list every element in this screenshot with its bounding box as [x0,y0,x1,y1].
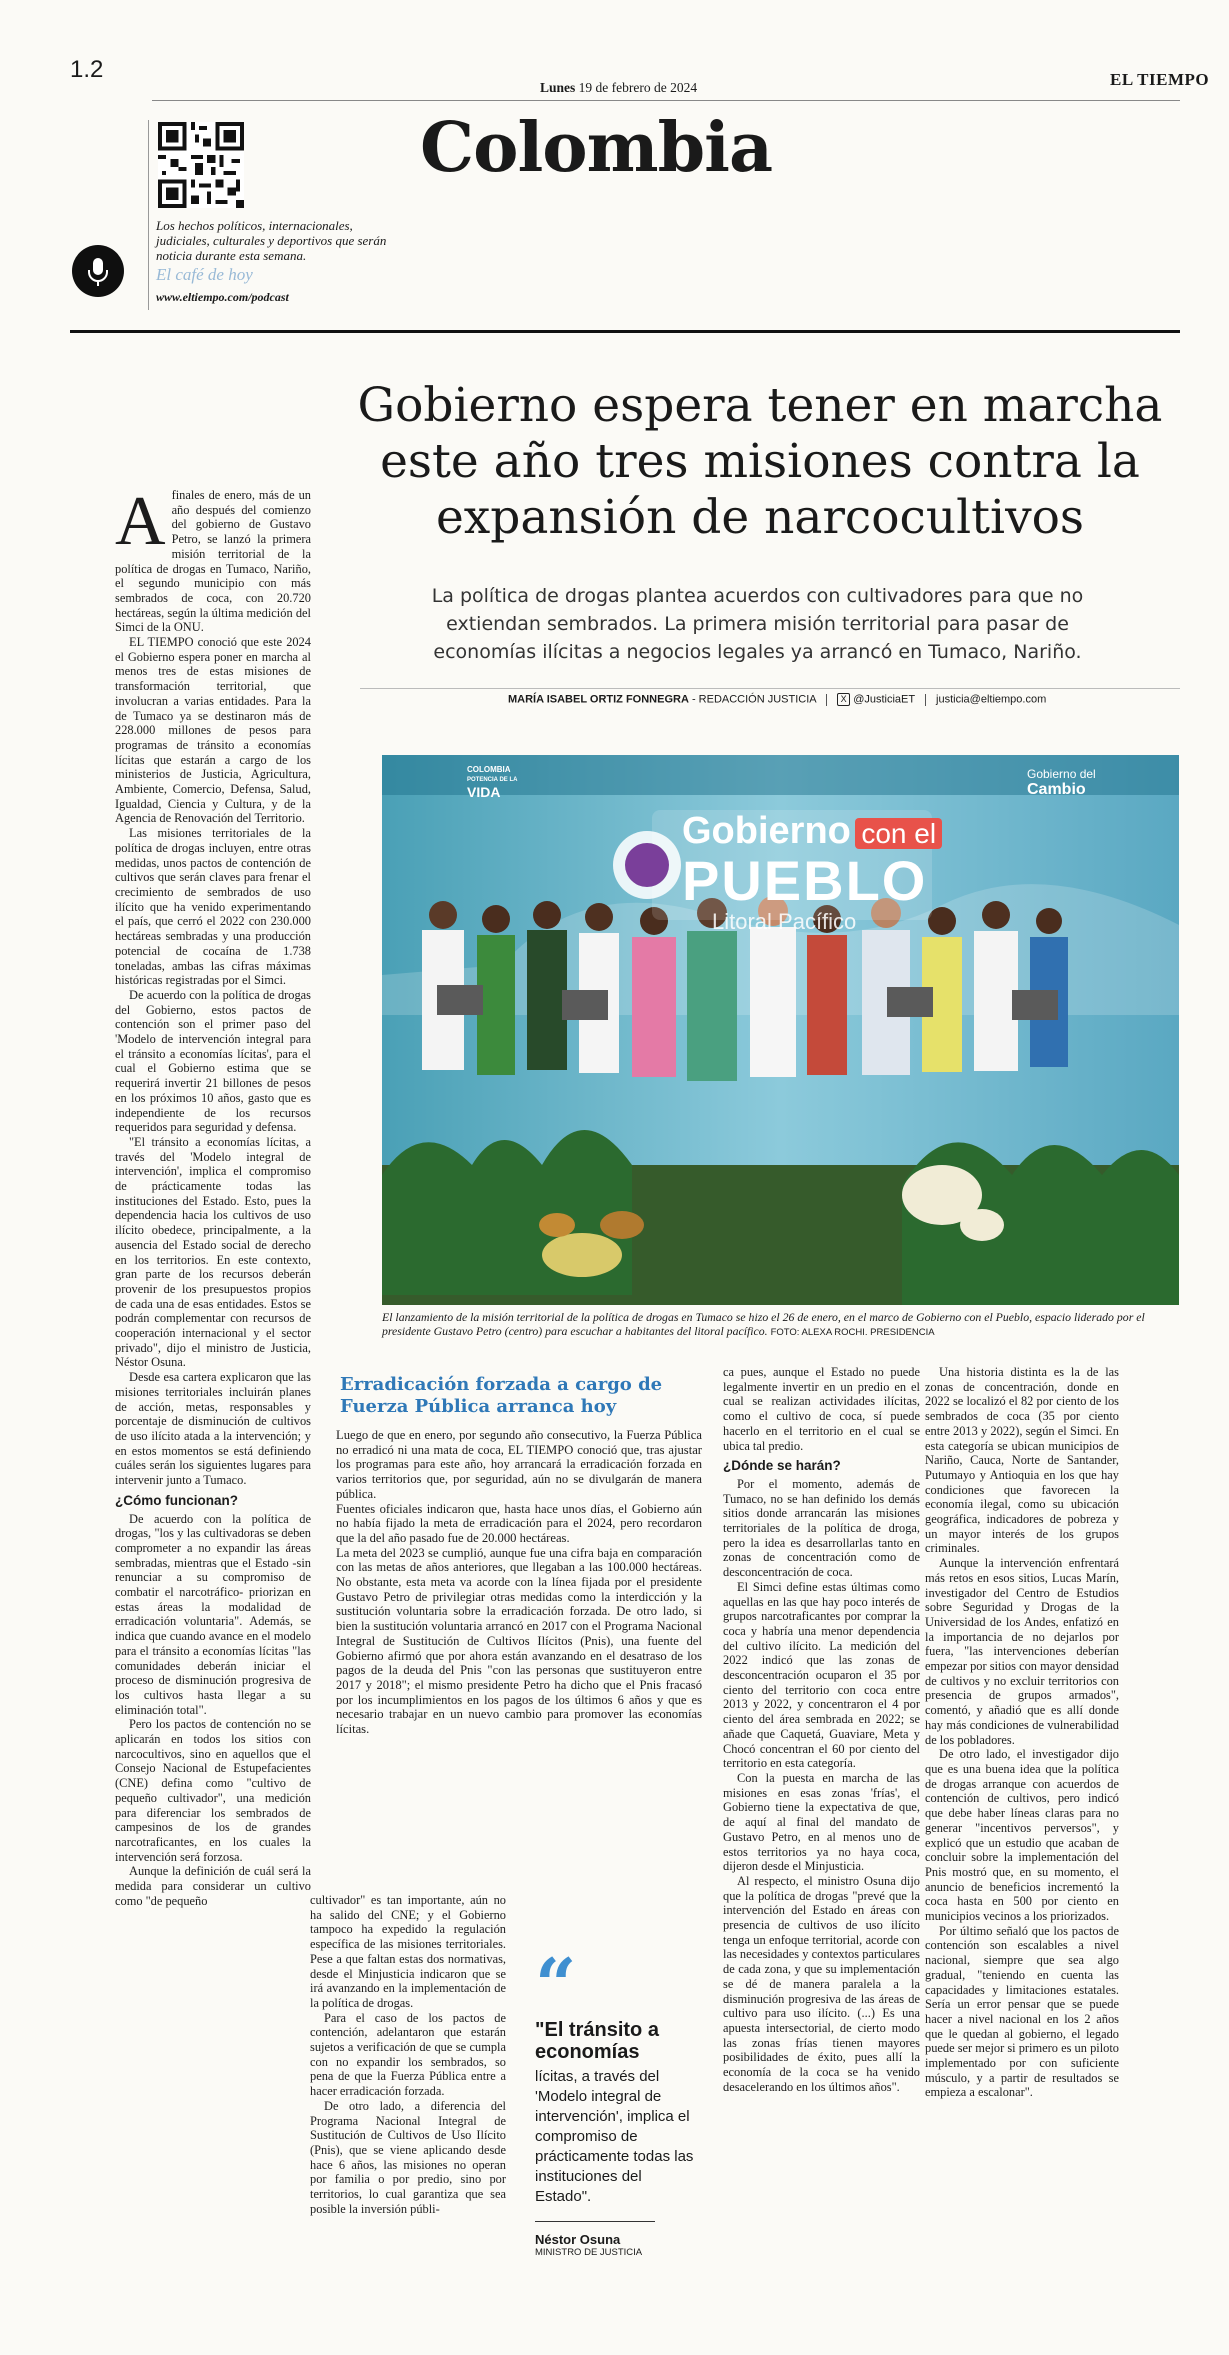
quote-mark-icon: “ [535,1942,577,2027]
paragraph: Al respecto, el ministro Osuna dijo que la política de drogas "prevé que la intervención del Estado en áreas con presencia de cultivos de uso ilícito tenga un enfoque territorial, acorde con las necesidades y contextos particulares de cada zona, y que su implementación se dé de manera paralela a la disminución progresiva de las áreas de cultivo para uso ilícito. (...) Es una apuesta intersectorial, de cierto modo las zonas frías tienen mayores posibilidades de éxito, pues allí la economía de la coca se ha venido desacelerando en los últimos años". [723,1873,920,2094]
paragraph: Por el momento, además de Tumaco, no se han definido los demás sitios donde arrancarán las misiones territoriales de la política de droga, pero la idea es desarrollarlas tanto en zonas de concentración como de desconcentración de coca. [723,1476,920,1580]
quote-text: lícitas, a través del 'Modelo integral de intervención', implica el compromiso de prácticamente todas las instituciones del Estado". [535,2068,694,2205]
header-bottom-rule [70,330,1180,333]
podcast-url[interactable]: www.eltiempo.com/podcast [156,290,289,304]
qr-code[interactable] [158,122,244,208]
logo-text: COLOMBIA [467,765,511,774]
paragraph: Luego de que en enero, por segundo año consecutivo, la Fuerza Pública no erradicó ni una mata de coca, EL TIEMPO conoció que, tras ajustar los programas para este año, hoy arrancará la erradicación forzada en varios territorios que, por seguridad, aún no se divulgarán de manera pública. [336,1428,702,1501]
quote-author: Néstor Osuna [535,2232,621,2247]
byline [508,693,1046,706]
paragraph: "El tránsito a economías lícitas, a través del 'Modelo integral de intervención', implica el compromiso de prácticamente todas las instituciones del Estado. Esto, pues la dependencia hacia los cultivos de uso ilícito obedece, principalmente, a la ausencia del Estado social de derecho en los territorios. En este contexto, gran parte de los recursos deberán provenir de los presupuestos propios de cada una de esas entidades. Estos se podrán complementar con recursos de cooperación internacional y el sector privado", dijo el ministro de Justicia, Néstor Osuna. [115,1134,311,1370]
photo-credit: FOTO: ALEXA ROCHI. PRESIDENCIA [770,1326,935,1338]
banner-subtitle: Litoral Pacífico [712,909,857,934]
quote-author-role: MINISTRO DE JUSTICIA [535,2247,643,2258]
article-column-2 [310,1893,506,2216]
logo-text: Gobierno del [1027,767,1096,781]
paragraph: Las misiones territoriales de la política de drogas incluyen, entre otras medidas, unos pactos de contención de cultivos que serán claves para frenar el crecimiento de sembrados de uso ilícito que ha venido experimentando el país, que cerró el 2022 con 230.000 hectáreas sembradas y una producción potencial de cocaína de 1.738 toneladas, ambas las cifras máximas históricas registradas por el Simci. [115,826,311,988]
paragraph: Por último señaló que los pactos de contención son escalables a nivel nacional, siempre que sea algo gradual, "teniendo en cuenta las capacidades y limitaciones estatales. Sería un error pensar que se puede hacer a nivel nacional en los 2 años que le quedan al gobierno, el legado puede ser mejor si primero es un piloto implementado por con suficiente músculo, y a partir de resultados se empieza a escalonar". [925,1923,1119,2100]
sidebar-box-body [336,1428,702,1737]
byline-desk: - REDACCIÓN JUSTICIA [688,693,817,706]
paragraph: De otro lado, a diferencia del Programa Nacional Integral de Sustitución de Cultivos de Uso Ilícito (Pnis), que se viene aplicando desde hace 6 años, las misiones no operan por familia o por predio, sino por territorios, lo cual garantiza que sea posible la inversión públi- [310,2098,506,2216]
photo-caption [382,1311,1182,1339]
event-photo[interactable] [382,755,1179,1305]
paragraph: finales de enero, más de un año después del comienzo del gobierno de Gustavo Petro, se lanzó la primera misión territorial de la política de drogas en Tumaco, Nariño, el segundo municipio con más sembrados de coca, con 20.720 hectáreas, según la última medición del Simci de la ONU. [115,488,311,635]
section-title: Colombia [420,108,773,188]
paragraph: Pero los pactos de contención no se aplicarán en todos los sitios con narcocultivos, sino en aquellos que el Consejo Nacional de Estupefacientes (CNE) defina como "cultivo de pequeño cultivador", una medición para diferenciar los sembrados de campesinos de los de grandes narcotraficantes, en los cuales la intervención será forzosa. [115,1717,311,1864]
logo-text: POTENCIA DE LA [467,777,518,783]
article-headline: Gobierno espera tener en marcha este año tres misiones contra la expansión de narcocultivos [357,378,1163,545]
podcast-name[interactable]: El café de hoy [156,265,253,284]
paragraph: Aunque la definición de cuál será la medida para considerar un cultivo como "de pequeño [115,1864,311,1908]
sidebar-box-title: Erradicación forzada a cargo de Fuerza Pública arranca hoy [340,1374,663,1417]
header-divider [148,120,149,310]
page-number: 1.2 [70,56,104,83]
paragraph: Desde esa cartera explicaron que las misiones territoriales incluirán planes de acción, metas, responsables y porcentaje de disminución de cultivos de uso ilícito atada a la intervención; y en estos momentos se está definiendo cuáles serán los siguientes lugares para intervenir junto a Tumaco. [115,1370,311,1488]
logo-text: Cambio [1027,781,1086,798]
paragraph: De acuerdo con la política de drogas, "los y las cultivadoras se deben comprometer a no expandir las áreas sembradas, mientras que el Estado -sin renunciar a su compromiso de combatir el narcotráfico- priorizan en estas áreas la modalidad de erradicación voluntaria". Además, se indica que cuando avance en el modelo para el tránsito a economías lícitas "las comunidades deberán iniciar el proceso de disminución progresiva de los cultivos hasta llegar a su eliminación total". [115,1511,311,1717]
paragraph: Aunque la intervención enfrentará más retos en esos sitios, Lucas Marín, investigador del Centro de Estudios sobre Seguridad y Drogas de la Universidad de los Andes, enfatizó en la importancia de no dejarlos por fuera, "las intervenciones deberían empezar por sitios con mayor densidad de cultivos y no excluir territorios con presencia de grupos armados", comentó, y añadió que es allí donde hay más condiciones de vulnerabilidad de los pobladores. [925,1556,1119,1747]
pull-quote [535,1942,695,2258]
byline-author: MARÍA ISABEL ORTIZ FONNEGRA [508,693,689,706]
paragraph: cultivador" es tan importante, aún no ha salido del CNE; y el Gobierno tampoco ha expedido la regulación específica de las misiones territoriales. Pese a que faltan estas dos normativas, desde el Minjusticia indicaron que se irá avanzando en la implementación de la política de drogas. [310,1893,506,2010]
paragraph: Fuentes oficiales indicaron que, hasta hace unos días, el Gobierno aún no había fijado la meta de erradicación para el 2024, pero recordaron que la del año pasado fue de 20.000 hectáreas. [336,1501,702,1545]
paragraph: La meta del 2023 se cumplió, aunque fue una cifra baja en comparación con las metas de años anteriores, que llegaban a las 100.000 hectáreas. No obstante, esta meta va acorde con la línea fijada por el presidente Gustavo Petro de privilegiar otras medidas como la interdicción y la sustitución voluntaria sobre la erradicación forzada. De otro lado, si bien la sustitución voluntaria arrancó en 2017 con el Programa Nacional Integral de Sustitución de Cultivos Ilícitos (Pnis), una fuente del Gobierno afirmó que por ahora están avanzando en el desatraso de los pagos de la deuda del Pnis "con las personas que sustituyeron entre 2017 y 2018"; el mismo presidente Petro ha dicho que el Pnis fracasó por los incumplimientos en los pagos de los últimos 6 años y que es necesario trabajar en un nuevo cambio para promover las economías lícitas. [336,1545,702,1737]
microphone-icon[interactable] [72,245,124,297]
byline-rule [360,688,1180,689]
drop-cap: A [115,483,166,560]
quote-lead: "El tránsito a economías [535,2019,659,2063]
paragraph: El Simci define estas últimas como aquellas en las que hay poco interés de grupos narcotraficantes por comprar la coca y habría una menor dependencia del cultivo ilícito. La medición del 2022 indicó que las zonas de desconcentración ocuparon el 35 por ciento del territorio con coca entre 2013 y 2022, y concentraron el 4 por ciento del área sembrada en 2022; se añade que Caquetá, Guaviare, Meta y Chocó concentran el 60 por ciento del territorio en esta categoría. [723,1579,920,1771]
masthead-logo[interactable]: EL TIEMPO [1110,70,1210,89]
banner-title: PUEBLO [682,849,928,912]
article-column-1 [115,483,311,1909]
podcast-promo-text: Los hechos políticos, internacionales, judiciales, culturales y deportivos que serán noticia durante esta semana. [156,218,387,263]
paragraph: Con la puesta en marcha de las misiones en esas zonas 'frías', el Gobierno tiene la expectativa de que, de aquí al final del mandato de Gustavo Petro, en al menos uno de estos territorios ya no haya coca, dijeron desde el Minjusticia. [723,1770,920,1874]
subheading-como-funcionan: ¿Cómo funcionan? [115,1492,238,1508]
potencia-vida-logo [467,765,517,799]
article-subhead: La política de drogas plantea acuerdos con cultivadores para que no extiendan sembrados. La primera misión territorial para pasar de economías ilícitas a negocios legales ya arrancó en Tumaco, Nariño. [431,585,1084,663]
photo-banner [682,810,942,935]
paragraph: Para el caso de los pactos de contención, adelantaron que estarán sujetos a verificación de que se cumpla con no expandir los sembrados, so pena de que la Fuerza Pública entre a hacer erradicación forzada. [310,2010,506,2099]
article-column-5 [925,1365,1119,2100]
article-column-4 [723,1365,920,2094]
paragraph: ca pues, aunque el Estado no puede legalmente invertir en un predio en el cual se realizan actividades ilícitas, como el cultivo de coca, sí puede hacerlo en el territorio en el cual se ubica tal predio. [723,1365,920,1453]
banner-word: con el [855,818,942,849]
issue-date [540,80,697,96]
x-logo-icon: X [837,693,850,706]
caption-text: El lanzamiento de la misión territorial de la política de drogas en Tumaco se hizo el 26 de enero, en el marco de Gobierno con el Pueblo, espacio liderado por el presidente Gustavo Petro (centro) para escuchar a habitantes del litoral pacífico. [382,1310,1145,1338]
twitter-handle[interactable]: @JusticiaET [853,693,915,706]
banner-word: Gobierno [682,810,851,852]
paragraph: Una historia distinta es la de las zonas de concentración, donde en 2022 se localizó el 82 por ciento de los sembrados de coca (35 por ciento entre 2013 y 2022), según el Simci. En esta categoría se ubican municipios de Nariño, Cauca, Norte de Santander, Putumayo y Antioquia en los que hay condiciones que favorecen la economía ilegal, como su ubicación geográfica, indicadores de pobreza y un mayor interés de los grupos criminales. [925,1365,1119,1556]
paragraph: EL TIEMPO conoció que este 2024 el Gobierno espera poner en marcha al menos tres de estas misiones de transformación territorial, que involucran a varias entidades. Para la de Tumaco ya se destinaron más de 228.000 millones de pesos para programas de tránsito a economías lícitas que estarán a cargo de los ministerios de Justicia, Agricultura, Ambiente, Comercio, Defensa, Salud, Igualdad, Ciencia y Cultura, y de la Agencia de Renovación del Territorio. [115,635,311,826]
date-weekday: Lunes [540,80,576,95]
subheading-donde-se-haran: ¿Dónde se harán? [723,1458,841,1474]
date-text: 19 de febrero de 2024 [578,80,698,95]
paragraph: De acuerdo con la política de drogas del Gobierno, estos pactos de contención son el primer paso del 'Modelo de intervención integral para el tránsito a economías lícitas', para el cual el Gobierno estima que se requerirá invertir 21 billones de pesos en los próximos 10 años, gasto que es independiente de los recursos requeridos para seguridad y defensa. [115,987,311,1135]
header-top-rule [152,100,1180,101]
paragraph: De otro lado, el investigador dijo que es una buena idea que la política de drogas arranque con acuerdos de contención de cultivos, pero indicó que debe haber líneas claras para no generar "incentivos perversos", y explicó que un estudio que acaban de concluir sobre la implementación del Pnis mostró que, en su momento, el anuncio de beneficios incrementó la coca hasta en 500 por ciento en municipios vecinos a los priorizados. [925,1747,1119,1924]
logo-text: VIDA [467,784,501,800]
gobierno-cambio-logo [1027,767,1096,799]
email-address[interactable]: justicia@eltiempo.com [936,693,1047,706]
